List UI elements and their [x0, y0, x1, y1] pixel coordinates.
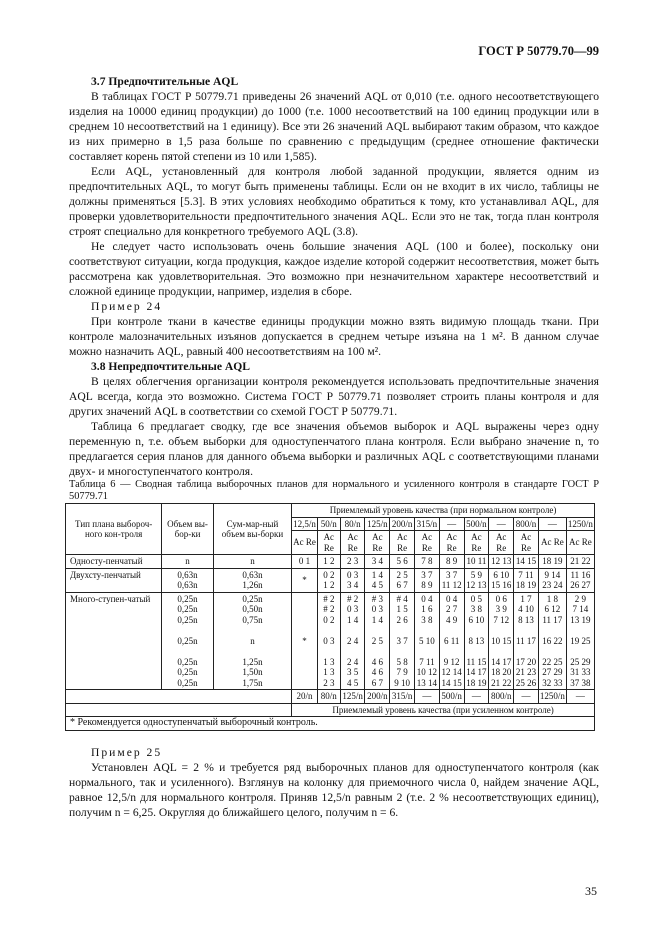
sampling-plans-table	[65, 503, 595, 731]
table-row	[66, 568, 595, 592]
plan-type: Много-ступен-чатый	[66, 592, 162, 690]
page-body	[69, 74, 599, 820]
acre-cell: 8 9	[439, 555, 464, 569]
plan-type: Односту-пенчатый	[66, 555, 162, 569]
acre-cell: 3 4	[365, 555, 390, 569]
acre-cell: 1 8 6 12 11 17 16 22 22 25 27 29 32 33	[538, 592, 566, 690]
aql-value: 500/n	[464, 517, 489, 531]
example-25-label: Пример 25	[91, 745, 163, 759]
aql-value: —	[439, 517, 464, 531]
star-cell: *	[292, 592, 318, 690]
acre-cell: 0 1	[292, 555, 318, 569]
acre-cell: 0 4 1 6 3 8 5 10 7 11 10 12 13 14	[415, 592, 440, 690]
tight-aql-value: 500/n	[439, 690, 464, 704]
table-caption: Таблица 6 — Сводная таблица выборочных планов для нормального и усиленного контроля в стандарте ГОСТ Р 50779.71	[69, 479, 599, 502]
acre-label: Ac Re	[340, 531, 365, 555]
paragraph: Установлен AQL = 2 % и требуется ряд выборочных планов для одноступенчатого контроля (как нормального, так и усиленного). Взглянув на колонку для приемочного числа 0, найдем значение AQL, равное 12,5/n для нормального контроля. Приняв 12,5/n равным 2 (т.е. 2 % несоответствующих единиц), получим n = 6,25. Округляя до ближайшего целого, получим n = 6.	[69, 760, 599, 819]
section-3-8-title: 3.8 Непредпочтительные AQL	[91, 360, 251, 373]
table-footnote: * Рекомендуется одноступенчатый выборочный контроль.	[66, 717, 595, 731]
table-row	[66, 592, 595, 690]
acre-cell: 6 10 15 16	[489, 568, 514, 592]
tight-aql-value: —	[514, 690, 539, 704]
acre-cell: # 2 # 2 0 2 0 3 1 3 1 3 2 3	[317, 592, 340, 690]
acre-cell: 7 11 18 19	[514, 568, 539, 592]
empty-cell	[66, 690, 292, 704]
normal-aql-header: Приемлемый уровень качества (при нормальном контроле)	[292, 504, 595, 518]
acre-cell: 5 9 12 13	[464, 568, 489, 592]
acre-label: Ac Re	[514, 531, 539, 555]
acre-cell: 3 7 8 9	[415, 568, 440, 592]
aql-value: 12,5/n	[293, 518, 316, 529]
acre-cell: 2 5 6 7	[390, 568, 415, 592]
acre-cell: 0 6 3 9 7 12 10 15 14 17 18 20 21 22	[489, 592, 514, 690]
acre-label: Ac Re	[566, 531, 594, 555]
aql-value: 315/n	[415, 517, 440, 531]
tight-aql-value: —	[415, 690, 440, 704]
page-number: 35	[585, 884, 597, 898]
star-cell: *	[292, 568, 318, 592]
paragraph: При контроле ткани в качестве единицы продукции можно взять видимую площадь ткани. При контроле малозначительных изъянов допускается в среднем четыре изъяна на 1 м². В данном случае можно назначить AQL, равный 400 несоответствиям на 100 м².	[69, 315, 599, 358]
aql-value: —	[489, 517, 514, 531]
acre-cell: 1 2	[317, 555, 340, 569]
col-header-plan-type: Тип плана выбороч-ного кон-троля	[66, 504, 162, 555]
acre-cell: 2 3	[340, 555, 365, 569]
tight-aql-value: —	[566, 690, 594, 704]
tight-aql-value: 80/n	[317, 690, 340, 704]
tight-aql-value: 125/n	[340, 690, 365, 704]
acre-label: Ac Re	[317, 531, 340, 555]
acre-cell: 21 22	[566, 555, 594, 569]
acre-cell: # 4 1 5 2 6 3 7 5 8 7 9 9 10	[390, 592, 415, 690]
tight-aql-value: 1250/n	[539, 691, 565, 701]
aql-value: 50/n	[317, 517, 340, 531]
paragraph: В таблицах ГОСТ Р 50779.71 приведены 26 значений AQL от 0,010 (т.е. одного несоответствующего изделия на 10000 единиц продукции) до 1000 (т.е. 1000 несоответствий на 100 единиц продукции или в среднем 10 несоответствий на 1 единицу). Все эти 26 значений AQL выбирают таким образом, что каждое из них примерно в 1,5 раза больше по сравнению с предыдущим (среднее отношение фактически составляет корень пятой степени из 10 или 1,585).	[69, 90, 599, 163]
tight-aql-value: 800/n	[489, 690, 514, 704]
acre-cell: 11 16 26 27	[566, 568, 594, 592]
cumulative-size: n	[213, 555, 291, 569]
acre-label: Ac Re	[538, 531, 566, 555]
sample-size: 0,63n 0,63n	[162, 568, 214, 592]
acre-cell: 3 7 11 12	[439, 568, 464, 592]
plan-type: Двухсту-пенчатый	[66, 568, 162, 592]
acre-label: Ac Re	[489, 531, 514, 555]
cumulative-size: 0,63n 1,26n	[213, 568, 291, 592]
paragraph: Таблица 6 предлагает сводку, где все значения объемов выборок и AQL выражены через одну переменную n, т.е. объем выборки для одноступенчатого плана контроля. Если выбрано значение n, то предлагается серия планов для данного объема выборки и различных AQL с соответствующими планами двух- и многоступенчатого контроля.	[69, 420, 599, 478]
acre-cell: 5 6	[390, 555, 415, 569]
acre-cell: 7 8	[415, 555, 440, 569]
aql-value: 125/n	[365, 517, 390, 531]
tight-aql-value: —	[464, 690, 489, 704]
acre-label: Ac Re	[365, 531, 390, 555]
acre-label: Ac Re	[464, 531, 489, 555]
tight-aql-value: 20/n	[292, 690, 318, 704]
cumulative-size: 0,25n 0,50n 0,75n n 1,25n 1,50n 1,75n	[213, 592, 291, 690]
acre-cell: # 2 0 3 1 4 2 4 2 4 3 5 4 5	[340, 592, 365, 690]
acre-cell: 1 7 4 10 8 13 11 17 17 20 21 23 25 26	[514, 592, 539, 690]
acre-cell: 14 15	[514, 555, 539, 569]
acre-cell: 1 4 4 5	[365, 568, 390, 592]
table-row	[66, 555, 595, 569]
col-header-sample-size: Объем вы-бор-ки	[162, 504, 214, 555]
acre-cell: 10 11	[464, 555, 489, 569]
col-header-cumulative-size: Сум-мар-ный объем вы-борки	[213, 504, 291, 555]
acre-label: Ac Re	[292, 531, 318, 555]
sample-size: n	[162, 555, 214, 569]
tight-aql-header: Приемлемый уровень качества (при усиленном контроле)	[292, 703, 595, 717]
acre-cell: 9 14 23 24	[538, 568, 566, 592]
acre-cell: # 3 0 3 1 4 2 5 4 6 4 6 6 7	[365, 592, 390, 690]
paragraph: Если AQL, установленный для контроля любой заданной продукции, является одним из предпочтительных AQL, то могут быть применены таблицы. Если он не входит в их число, таблицы не должны применяться [5.3]. В этих условиях необходимо обратиться к тому, кто устанавливал AQL, для проверки удовлетворительности предпочтительного значения AQL. Если это не так, тогда план контроля строят специально для конкретного требуемого AQL (3.8).	[69, 165, 599, 238]
acre-cell: 0 2 1 2	[317, 568, 340, 592]
paragraph: Не следует часто использовать очень большие значения AQL (100 и более), поскольку они соответствуют ситуации, когда продукция, каждое изделие которой содержит несоответствия, может быть рассмотрена как удовлетворительная. Это возможно при незначительном характере несоответствий и сложной единице продукции, например, изделия в сборе.	[69, 240, 599, 298]
tight-aql-value: 315/n	[390, 690, 415, 704]
example-24-label: Пример 24	[91, 300, 163, 313]
acre-cell: 18 19	[538, 555, 566, 569]
acre-cell: 12 13	[489, 555, 514, 569]
acre-cell: 0 5 3 8 6 10 8 13 11 15 14 17 18 19	[464, 592, 489, 690]
paragraph: В целях облегчения организации контроля рекомендуется использовать предпочтительные значения AQL всегда, когда это возможно. Система ГОСТ Р 50779.71 позволяет строить планы контроля и для других значений AQL в соответствии со схемой ГОСТ Р 50779.71.	[69, 375, 599, 418]
standard-header: ГОСТ Р 50779.70—99	[478, 44, 599, 58]
sample-size: 0,25n 0,25n 0,25n 0,25n 0,25n 0,25n 0,25n	[162, 592, 214, 690]
acre-label: Ac Re	[390, 531, 415, 555]
acre-label: Ac Re	[439, 531, 464, 555]
empty-cell	[66, 703, 292, 717]
acre-label: Ac Re	[415, 531, 440, 555]
tight-aql-value: 200/n	[365, 690, 390, 704]
aql-value: —	[538, 517, 566, 531]
aql-value: 80/n	[340, 517, 365, 531]
acre-cell: 2 9 7 14 13 19 19 25 25 29 31 33 37 38	[566, 592, 594, 690]
aql-value: 800/n	[514, 517, 539, 531]
acre-cell: 0 3 3 4	[340, 568, 365, 592]
acre-cell: 0 4 2 7 4 9 6 11 9 12 12 14 14 15	[439, 592, 464, 690]
aql-value: 200/n	[390, 517, 415, 531]
aql-value: 1250/n	[567, 518, 593, 529]
section-3-7-title: 3.7 Предпочтительные AQL	[91, 75, 239, 88]
